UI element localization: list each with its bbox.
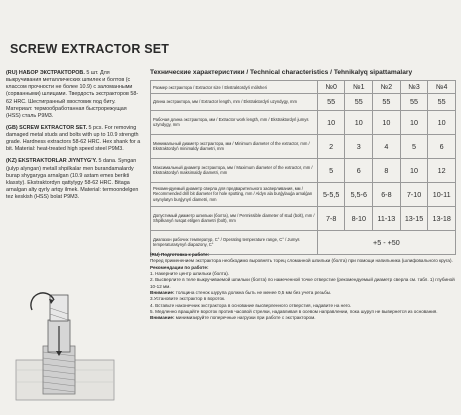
- cell-value: 10: [373, 110, 401, 134]
- row-label: Допустимый диаметр шпильки (болта), мм / Permissible diameter of stud (bolt), mm / Shpilkanyń rusqat etilgen diametri (bolt), mm: [151, 206, 318, 230]
- cell-value: 5-5,5: [317, 182, 345, 206]
- cell-value: 11-13: [373, 206, 401, 230]
- spec-table: [150, 80, 456, 255]
- table-row: [151, 110, 456, 134]
- cell-value: 55: [373, 94, 401, 111]
- notes-heading: Рекомендации по работе:: [150, 264, 209, 270]
- cell-value: 55: [400, 94, 428, 111]
- kz-text: Syngan (julyp alyngan) metall shpilkalar men burandamalardy burap shygaryga arnalgan (10.9 astam emes berikti klassty). Ekstraktordyn qattylygy 58-62 HRC. Bitaga arnalgan alty qyrly artqy ilmek. Material: termoondelgen tez keskish (HSS) bolat Р9М3.: [6, 158, 139, 200]
- cell-value: 6: [428, 134, 456, 158]
- size-header: №2: [373, 81, 401, 94]
- size-header: №0: [317, 81, 345, 94]
- product-description: [6, 70, 142, 206]
- cell-value: 10-11: [428, 182, 456, 206]
- temperature-value: +5 - +50: [317, 230, 455, 254]
- cell-value: 12: [428, 158, 456, 182]
- cell-value: 10: [345, 110, 373, 134]
- cell-value: 7-8: [317, 206, 345, 230]
- notes-step: 3.Установите экстрактор в вороток.: [150, 296, 226, 302]
- row-label: Максимальный диаметр экстрактора, мм / Maximum diameter of the extractor, mm / Ekstraktordyń maksimaldy diametri, mm: [151, 158, 318, 182]
- cell-value: 8-10: [345, 206, 373, 230]
- cell-value: 13-18: [428, 206, 456, 230]
- cell-value: 7-10: [400, 182, 428, 206]
- ru-heading: (RU) НАБОР ЭКСТРАКТОРОВ.: [6, 70, 85, 76]
- table-row: [151, 182, 456, 206]
- row-label: Рабочая длина экстрактора, мм / Extractor work length, mm / Ekstraktordyń jumys uzyndygy, mm: [151, 110, 318, 134]
- table-row: [151, 94, 456, 111]
- cell-value: 10: [317, 110, 345, 134]
- notes-step: 1. Накерните центр шпильки (болта).: [150, 270, 230, 276]
- header-label: Размер экстрактора / Extractor size / Ekstraktordyń mólsheri: [151, 81, 318, 94]
- table-row: [151, 134, 456, 158]
- cell-value: 13-15: [400, 206, 428, 230]
- cell-value: 2: [317, 134, 345, 158]
- cell-value: 4: [373, 134, 401, 158]
- row-label: Рекомендуемый диаметр сверла для предварительного засверливания, мм / Recommended drill bit diameter for hole spotting, mm / Aldyn ala burǵylauǵa arnalǵan usynylatyn burǵynyń diametri, mm: [151, 182, 318, 206]
- notes-text: Перед применением экстрактора необходимо выровнять торец сломанной шпильки (болта) при помощи напильника (шлифовального круга).: [150, 258, 453, 264]
- cell-value: 55: [317, 94, 345, 111]
- size-header: №1: [345, 81, 373, 94]
- row-label: Длина экстрактора, мм / Extractor length, mm / Ekstraktordyń uzyndygy, mm: [151, 94, 318, 111]
- kz-description: [6, 158, 142, 201]
- cell-value: 10: [428, 110, 456, 134]
- notes-heading: (RU) Подготовка к работе:: [150, 252, 210, 257]
- notes-warning: Внимание: толщина стенок шурупа должна быть не менее 0,5 мм без учета резьбы.: [150, 289, 332, 295]
- cell-value: 5,5-6: [345, 182, 373, 206]
- kz-heading: (KZ) EKSTRAKTORLAR JIYNTYG'Y.: [6, 158, 98, 165]
- gb-count: 5 pcs.: [87, 124, 103, 131]
- notes-warning: Внимание: минимизируйте поперечные нагрузки при работе с экстрактором.: [150, 315, 316, 321]
- cell-value: 55: [428, 94, 456, 111]
- table-row: [151, 158, 456, 182]
- cell-value: 10: [400, 110, 428, 134]
- ru-text: Для выкручивания металлических шпилек и болтов (с классом прочности не более 10.9) с заломанными (сорванными) шлицами. Твердость экстракторов 58-62 HRC. Шестигранный хвостовик под биту. Материал: термообработанная быстрорежущая (HSS) сталь Р9М3.: [6, 70, 139, 119]
- extractor-illustration: [10, 290, 120, 405]
- gb-heading: (GB) SCREW EXTRACTOR SET.: [6, 124, 88, 131]
- cell-value: 5: [400, 134, 428, 158]
- kz-count: 5 dana.: [97, 158, 117, 165]
- page-title: SCREW EXTRACTOR SET: [10, 42, 170, 56]
- size-header: №4: [428, 81, 456, 94]
- cell-value: 6-8: [373, 182, 401, 206]
- cell-value: 5: [317, 158, 345, 182]
- notes-step: 4. Вставьте наконечник экстрактора в основание высверленного отверстия, надавите на него.: [150, 302, 352, 308]
- table-row-temperature: [151, 230, 456, 254]
- usage-instructions: [150, 252, 456, 322]
- row-label: Минимальный диаметр экстрактора, мм / Minimum diameter of the extractor, mm / Ekstraktordyń minimaldy diametri, mm: [151, 134, 318, 158]
- cell-value: 55: [345, 94, 373, 111]
- table-row: [151, 206, 456, 230]
- cell-value: 6: [345, 158, 373, 182]
- size-header: №3: [400, 81, 428, 94]
- ru-description: [6, 70, 142, 120]
- ru-count: 5 шт.: [84, 70, 99, 76]
- notes-step: 2. Высверлите в теле выкручиваемой шпильки (болта) по намеченной точке отверстие (рекомендуемый диаметр сверла см. табл. 1) глубиной 10-12 мм.: [150, 277, 455, 289]
- table-header-row: [151, 81, 456, 94]
- cell-value: 3: [345, 134, 373, 158]
- table-title: Технические характеристики / Technical characteristics / Tehnikalyq sipattamalary: [150, 69, 413, 76]
- cell-value: 10: [400, 158, 428, 182]
- gb-description: [6, 125, 142, 154]
- notes-step: 5. Медленно вращайте вороток против часовой стрелки, надавливая в осевом направлении, пока шуруп не вывернется из основания.: [150, 308, 438, 314]
- cell-value: 8: [373, 158, 401, 182]
- row-label: Диапазон рабочих температур, С° / Operating temperature range, С° / Jumys temperaturasynyń diapazony, С°: [151, 230, 318, 254]
- gb-text: For removing damaged metal studs and bolts with up to 10.9 strength grade. Hardness extractors 58-62 HRC. Hex shank for a bit. Material: heat-treated high speed steel Р9М3.: [6, 124, 141, 153]
